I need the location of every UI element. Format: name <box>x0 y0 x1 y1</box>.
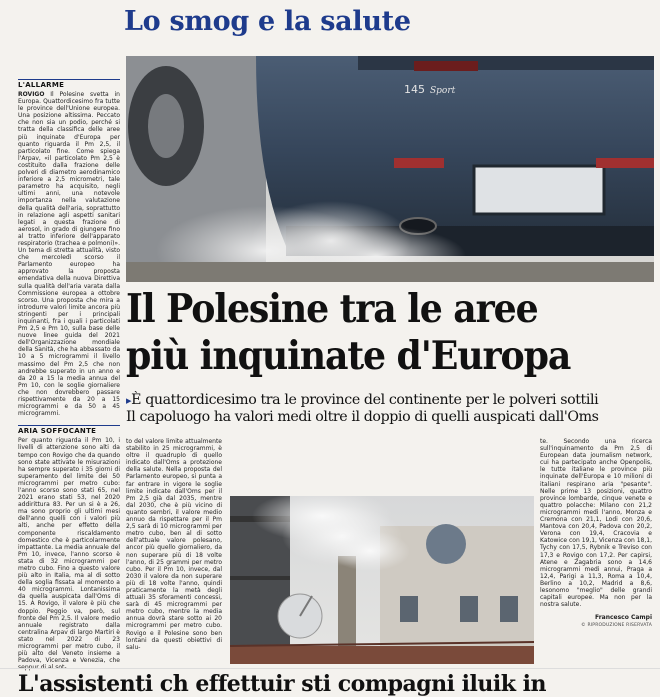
sidebar-body-text-2 <box>18 437 120 671</box>
kicker-label: L'ALLARME <box>18 79 120 89</box>
arrow-icon: ▸ <box>126 394 132 407</box>
copyright-credit: © RIPRODUZIONE RISERVATA <box>581 623 652 629</box>
car-model-badge: 145 <box>404 83 425 96</box>
bottom-divider <box>0 668 660 669</box>
car-exhaust-illustration <box>126 56 654 282</box>
column-3-text: te. Secondo una ricerca sull'inquinamento da Pm 2,5 di European data journalism network, cui ha partecipato anche Openpolis, le tutte italiane le province più inquinate dell'Europa e 10 milioni di italiani respirano aria "pesante". Nelle prime 13 posizioni, quattro province lombarde, cinque venete e quattro polacche: Milano con 21,2 microgrammi medi l'anno, Monza e Cremona con 21,1, Lodi con 20,6, Mantova con 20,4, Padova con 20,2, Verona con 19,4, Cracovia e Katowice con 19,1, Vicenza con 18,1, Tychy con 17,5, Rybnik e Treviso con 17,3 e Rovigo con 17,2. Per capirsi, Atene e Zagabria sono a 14,6 microgrammi medi annui, Praga a 12,4, Parigi a 11,3, Roma a 10,4, Berlino a 10,2, Madrid a 8,6, lesonomo "meglio" delle grandi capitali europee. Ma non per la nostra salute. <box>540 438 652 609</box>
next-article-headline: L'assistenti ch effettuir sti compagni iluik in <box>18 671 546 697</box>
section-title: Lo smog e la salute <box>124 6 411 37</box>
headline-line-2: più inquinate d'Europa <box>126 333 571 379</box>
sidebar-article-column <box>18 79 120 671</box>
car-sport-badge: Sport <box>430 86 456 96</box>
sidebar-paragraph-2: Per quanto riguarda il Pm 10, i livelli di attenzione sono alti da tempo con Rovigo che da quando sono state attivate le misurazioni ha sempre superato i 35 giorni di superamento del limite dei 50 microgrammi per metro cubo: l'anno scorso sono stati 65, nel 2021 erano stati 53, nel 2020 addirittura 83. Per un si è a 26, ma sono proprio gli ultimi mesi dell'anno quelli con i valori più alti, anche per effetto della componente riscaldamento domestico che è particolarmente impattante. La media annuale del Pm 10, invece, l'anno scorso è stata di 32 microgrammi per metro cubo. Fino a questo valore più alto in Italia, ma al di sotto della soglia fissata al momento a 40 microgrammi. Lontanissima da quella auspicata dall'Oms di 15. A Rovigo, il valore è più che doppio. Peggio va, però, sul fronte del Pm 2,5. Il valore medio annuale registrato dalla centralina Arpav di largo Martiri è stato nel 2022 di 23 microgrammi per metro cubo, il più alto del Veneto insieme a Padova, Vicenza e Venezia, che <box>18 437 120 665</box>
standfirst <box>126 392 599 426</box>
dateline: ROVIGO <box>18 91 45 98</box>
car-exhaust-photo <box>126 56 654 282</box>
article-column-2 <box>126 438 222 651</box>
chimney-smoke-photo <box>230 496 534 664</box>
chimney-illustration <box>230 496 534 664</box>
article-column-3-top <box>232 438 532 492</box>
sidebar-body-text <box>18 91 120 417</box>
standfirst-line-1: È quattordicesimo tra le province del continente per le polveri sottili <box>131 392 599 408</box>
article-column-3 <box>540 438 652 629</box>
subhead-label: ARIA SOFFOCANTE <box>18 425 120 435</box>
headline-line-1: Il Polesine tra le aree <box>126 286 538 332</box>
standfirst-line-2: Il capoluogo ha valori medi oltre il doppio di quelli auspicati dall'Oms <box>126 409 599 425</box>
author-byline: Francesco Campi <box>594 614 652 622</box>
sidebar-paragraph: Il Polesine svetta in Europa. Quattordicesimo fra tutte le province dell'Unione europea. Una posizione altissima. Peccato che non sia un podio, perché si tratta della classifica delle aree più inquinate d'Europa per quanto riguarda il Pm 2,5, il particolato fine. Come spiega l'Arpav, «il particolato Pm 2,5 è costituito dalla frazione delle polveri di diametro aerodinamico inferiore a 2,5 micrometri, tale parametro ha acquisito, negli ultimi anni, una notevole importanza nella valutazione della qualità dell'aria, soprattutto in relazione agli aspetti sanitari legati a questa frazione di aerosol, in grado di giungere fino al tratto inferiore dell'apparato respiratorio (trachea e polmoni)». Un tema di stretta attualità, visto che mercoledì scorso il Parlamento europeo ha approvato la proposta emendativa della nuova Direttiva sulla qualità dell'aria varata dalla Commissione europea a ottobre scorso. Una proposta che mira a introdurre valori limite ancora più stringenti per i principali inquinanti, fra i quali i particolati Pm 2,5 e Pm 10, sulla base delle nuove linee guida del 2021 dell'Organizzazione mondiale della Sanità, che ha abbassato da 10 a 5 microgrammi il livello massimo del Pm 2,5 che non andrebbe superato in un anno e da 20 a 15 la media annua del Pm 10, con le soglie giornaliere che non dovrebbero passare rispettivamente da 20 a 15 microgrammi e da 50 a 45 microgrammi. <box>18 91 120 418</box>
column-2-text: to del valore limite attualmente stabilito in 25 microgrammi, è oltre il quadruplo di quello indicato dall'Oms a protezione della salute. Nella proposta del Parlamento europeo, si punta a far entrare in vigore le soglie limite indicate dall'Oms per il Pm 2,5 già dal 2035, mentre dal 2030, che è più vicino di quanto sembri, il valore medio annuo da rispettare per il Pm 2,5 sarà di 10 microgrammi per metro cubo, ben al di sotto dell'attuale valore polesano, ancor più quello giornaliero, da non superare più di 18 volte l'anno, di 25 grammi per metro cubo. Per il Pm 10, invece, dal 2030 il valore da non superare più di 18 volte l'anno, quindi praticamente la metà degli attuali 35 sforamenti concessi, sarà di 45 microgrammi per metro cubo, mentre la media annua dovrà stare sotto ai 20 microgrammi per metro cubo. Rovigo e il Polesine sono ben lontani da questi obiettivi di salu- <box>126 438 222 651</box>
main-headline <box>126 286 570 380</box>
